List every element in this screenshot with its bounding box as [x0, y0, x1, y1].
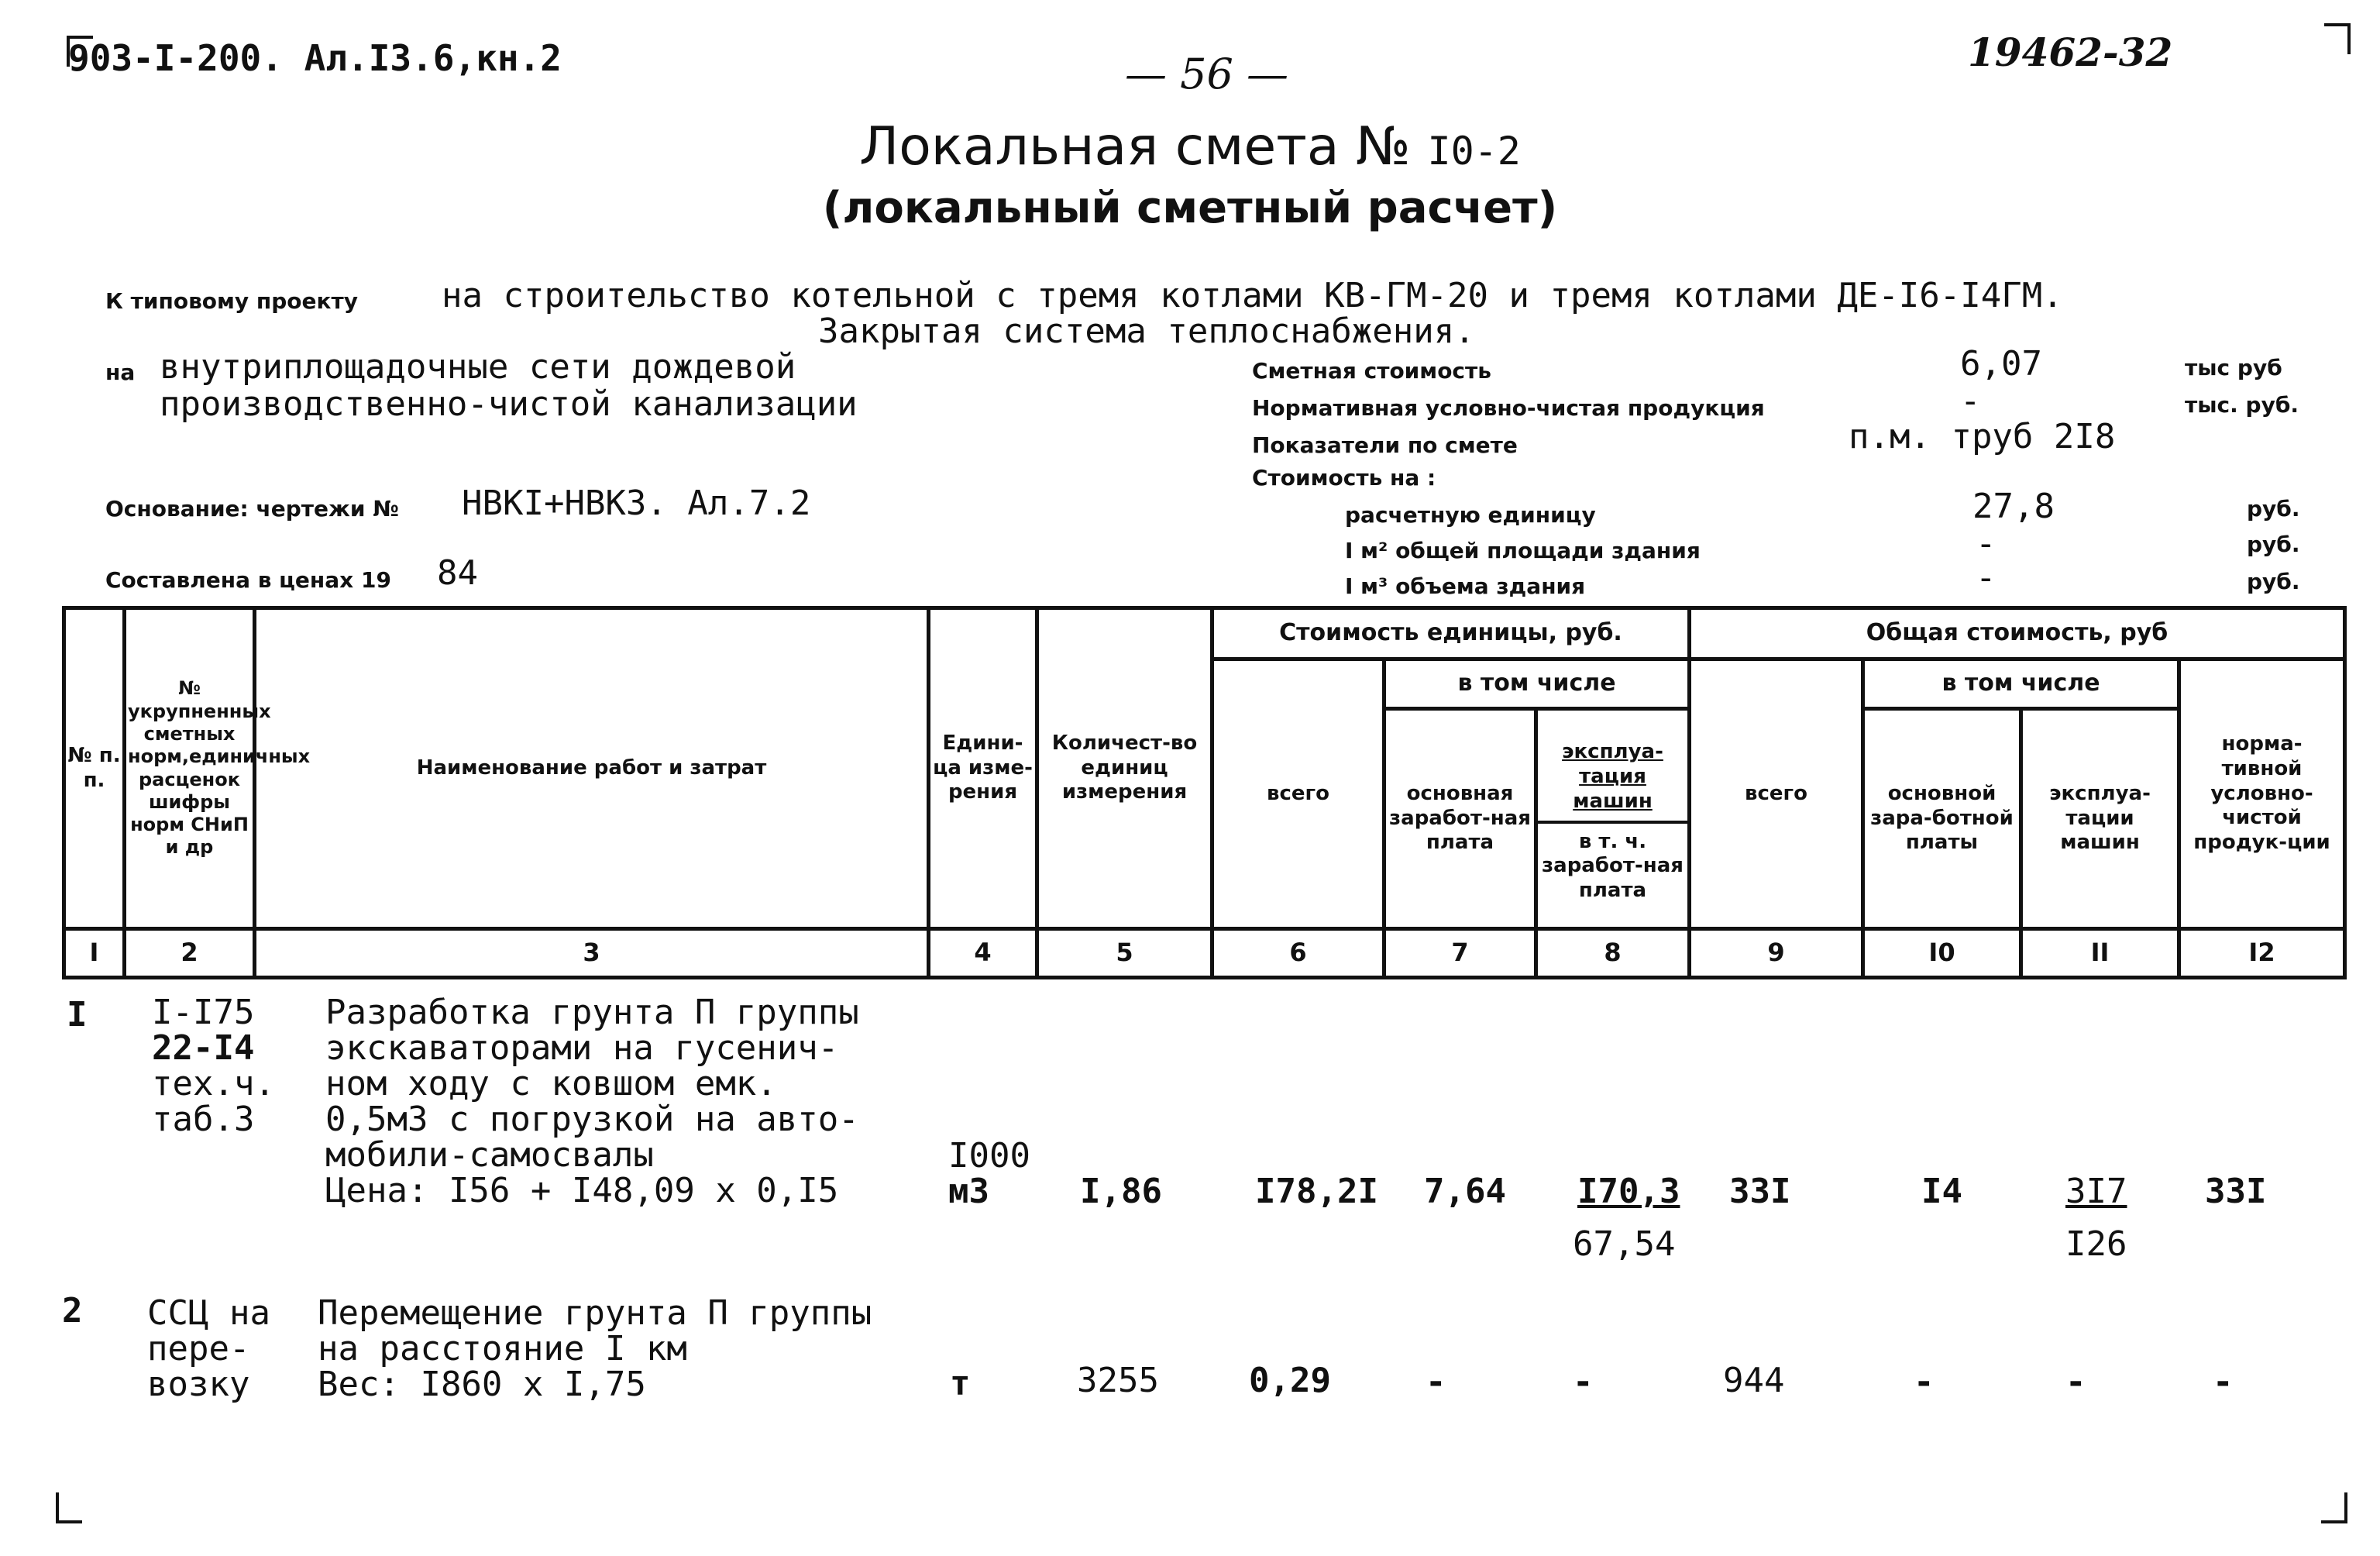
corner-mark-bottom-left [56, 1492, 82, 1523]
row-total: 33I [1729, 1172, 1791, 1211]
column-number: 5 [1037, 929, 1212, 978]
row-quantity: I,86 [1080, 1172, 1162, 1211]
column-number: 3 [255, 929, 929, 978]
header-unit-machines-top: эксплуа-тация машин [1562, 740, 1663, 813]
indicator-unit-cost: тыс руб [2185, 355, 2282, 380]
header-norm-code: № укрупненных сметных норм,единичных расценок шифры норм СНиП и др [125, 608, 255, 929]
basis-value: НВКI+НВКЗ. Ал.7.2 [462, 484, 811, 523]
row-total-machines-wage: I26 [2065, 1224, 2127, 1264]
row-total-wage: - [1914, 1362, 1935, 1402]
norm-code-line: I-I75 [152, 993, 255, 1032]
column-number: 9 [1690, 929, 1863, 978]
estimate-subtitle: (локальный сметный расчет) [822, 183, 1558, 233]
norm-code-line: тех.ч. [152, 1064, 275, 1103]
indicator-unit-volume: руб. [2247, 569, 2300, 594]
header-total-all: всего [1690, 659, 1863, 929]
document-code: 903-I-200. Ал.I3.6,кн.2 [68, 37, 562, 79]
row-total-machines: - [2065, 1362, 2086, 1402]
row-number: I [67, 995, 88, 1034]
work-name-line: Вес: I860 x I,75 [318, 1365, 646, 1404]
norm-code-line: 22-I4 [152, 1028, 255, 1068]
indicator-value-unit: 27,8 [1972, 487, 2055, 526]
row-unit: т [950, 1364, 971, 1403]
column-number: I2 [2179, 929, 2345, 978]
indicator-unit-unit: руб. [2247, 496, 2300, 522]
work-name-line: Перемещение грунта П группы [318, 1293, 872, 1333]
row-norm-code [147, 1293, 270, 1404]
header-row-number: № п. п. [64, 608, 125, 929]
indicator-label-nup: Нормативная условно-чистая продукция [1252, 395, 1765, 421]
purpose-line-2: производственно-чистой канализации [160, 384, 858, 424]
page-number: — 56 — [1125, 50, 1289, 98]
project-line-2: Закрытая система теплоснабжения. [818, 312, 1475, 351]
header-quantity: Количест-во единиц измерения [1037, 608, 1212, 929]
row-norm-code [152, 995, 275, 1138]
header-work-name: Наименование работ и затрат [255, 608, 929, 929]
row-unit-total: I78,2I [1255, 1172, 1378, 1211]
header-unit-incl: в том числе [1384, 659, 1690, 709]
work-name-line: Разработка грунта П группы [325, 993, 859, 1032]
work-name-line: 0,5мЗ с погрузкой на авто- [325, 1100, 859, 1139]
indicator-unit-nup: тыс. руб. [2185, 392, 2299, 418]
row-unit: мЗ [948, 1172, 989, 1211]
purpose-label: на [105, 360, 136, 385]
header-unit-total: всего [1212, 659, 1384, 929]
header-unit-cost: Стоимость единицы, руб. [1212, 608, 1690, 659]
row-unit-wage: - [1426, 1362, 1446, 1402]
header-normative-product: норма-тивной условно-чистой продук-ции [2179, 659, 2345, 929]
header-unit-machines-wage: в т. ч. заработ-ная плата [1538, 821, 1687, 904]
row-total-machines: 3I7 [2065, 1172, 2127, 1211]
work-name-line: ном ходу с ковшом емк. [325, 1064, 777, 1103]
row-total-wage: I4 [1921, 1172, 1962, 1211]
prices-label: Составлена в ценах 19 [105, 567, 391, 593]
header-unit: Едини-ца изме-рения [929, 608, 1037, 929]
row-unit: I000 [948, 1136, 1030, 1176]
indicator-value-cost: 6,07 [1960, 344, 2042, 384]
row-number: 2 [62, 1291, 83, 1331]
header-unit-wage: основная заработ-ная плата [1384, 709, 1536, 929]
indicator-label-area: I м² общей площади здания [1345, 538, 1701, 563]
row-normative-product: 33I [2205, 1172, 2267, 1211]
column-number: 4 [929, 929, 1037, 978]
basis-label: Основание: чертежи № [105, 496, 399, 522]
corner-mark-top-right [2324, 23, 2351, 54]
row-unit-wage: 7,64 [1424, 1172, 1506, 1211]
row-work-name [318, 1293, 872, 1404]
sheet-code: 19462-32 [1968, 29, 2173, 75]
indicator-unit-area: руб. [2247, 532, 2300, 557]
column-number: 8 [1536, 929, 1690, 978]
norm-code-line: ССЦ на [147, 1293, 270, 1333]
column-number: 2 [125, 929, 255, 978]
estimate-title-prefix: Локальная смета № [859, 116, 1411, 177]
column-number: I [64, 929, 125, 978]
corner-mark-bottom-right [2321, 1492, 2347, 1523]
work-name-line: экскаваторами на гусенич- [325, 1028, 839, 1068]
indicator-label-cost: Сметная стоимость [1252, 358, 1491, 384]
prices-year: 84 [437, 553, 478, 593]
header-total-wage: основной зара-ботной платы [1863, 709, 2021, 929]
column-number: II [2021, 929, 2179, 978]
row-quantity: 3255 [1077, 1361, 1159, 1400]
indicator-label-cost-per: Стоимость на : [1252, 465, 1436, 491]
header-total-machines: эксплуа-тации машин [2021, 709, 2179, 929]
work-name-line: на расстояние I км [318, 1329, 687, 1368]
column-number: 7 [1384, 929, 1536, 978]
row-work-name [325, 995, 859, 1209]
row-unit-machines: - [1573, 1362, 1594, 1402]
indicator-label-unit: расчетную единицу [1345, 502, 1596, 528]
norm-code-line: таб.3 [152, 1100, 255, 1139]
purpose-line-1: внутриплощадочные сети дождевой [160, 347, 796, 387]
indicator-value-metrics: п.м. труб 2I8 [1849, 417, 2116, 456]
norm-code-line: пере- [147, 1329, 250, 1368]
project-line-1: на строительство котельной с тремя котлами КВ-ГМ-20 и тремя котлами ДЕ-I6-I4ГМ. [442, 276, 2063, 315]
work-name-line: Цена: I56 + I48,09 x 0,I5 [325, 1171, 839, 1210]
norm-code-line: возку [147, 1365, 250, 1404]
row-unit-machines: I70,3 [1577, 1172, 1680, 1211]
header-unit-machines [1536, 709, 1690, 929]
row-unit-machines-wage: 67,54 [1573, 1224, 1676, 1264]
indicator-label-metrics: Показатели по смете [1252, 432, 1518, 458]
header-total-incl: в том числе [1863, 659, 2179, 709]
row-normative-product: - [2213, 1362, 2234, 1402]
estimate-table-header [62, 606, 2347, 979]
row-total: 944 [1723, 1361, 1785, 1400]
column-number: 6 [1212, 929, 1384, 978]
work-name-line: мобили-самосвалы [325, 1135, 654, 1175]
project-label: К типовому проекту [105, 288, 359, 314]
indicator-label-volume: I м³ объема здания [1345, 573, 1586, 599]
row-unit-total: 0,29 [1249, 1361, 1331, 1400]
estimate-title [0, 116, 2380, 177]
estimate-number: I0-2 [1427, 129, 1521, 174]
indicator-value-area: - [1976, 524, 1997, 563]
indicator-value-nup: - [1960, 381, 1981, 421]
header-total-cost: Общая стоимость, руб [1690, 608, 2345, 659]
indicator-value-volume: - [1976, 558, 1997, 597]
column-number: I0 [1863, 929, 2021, 978]
